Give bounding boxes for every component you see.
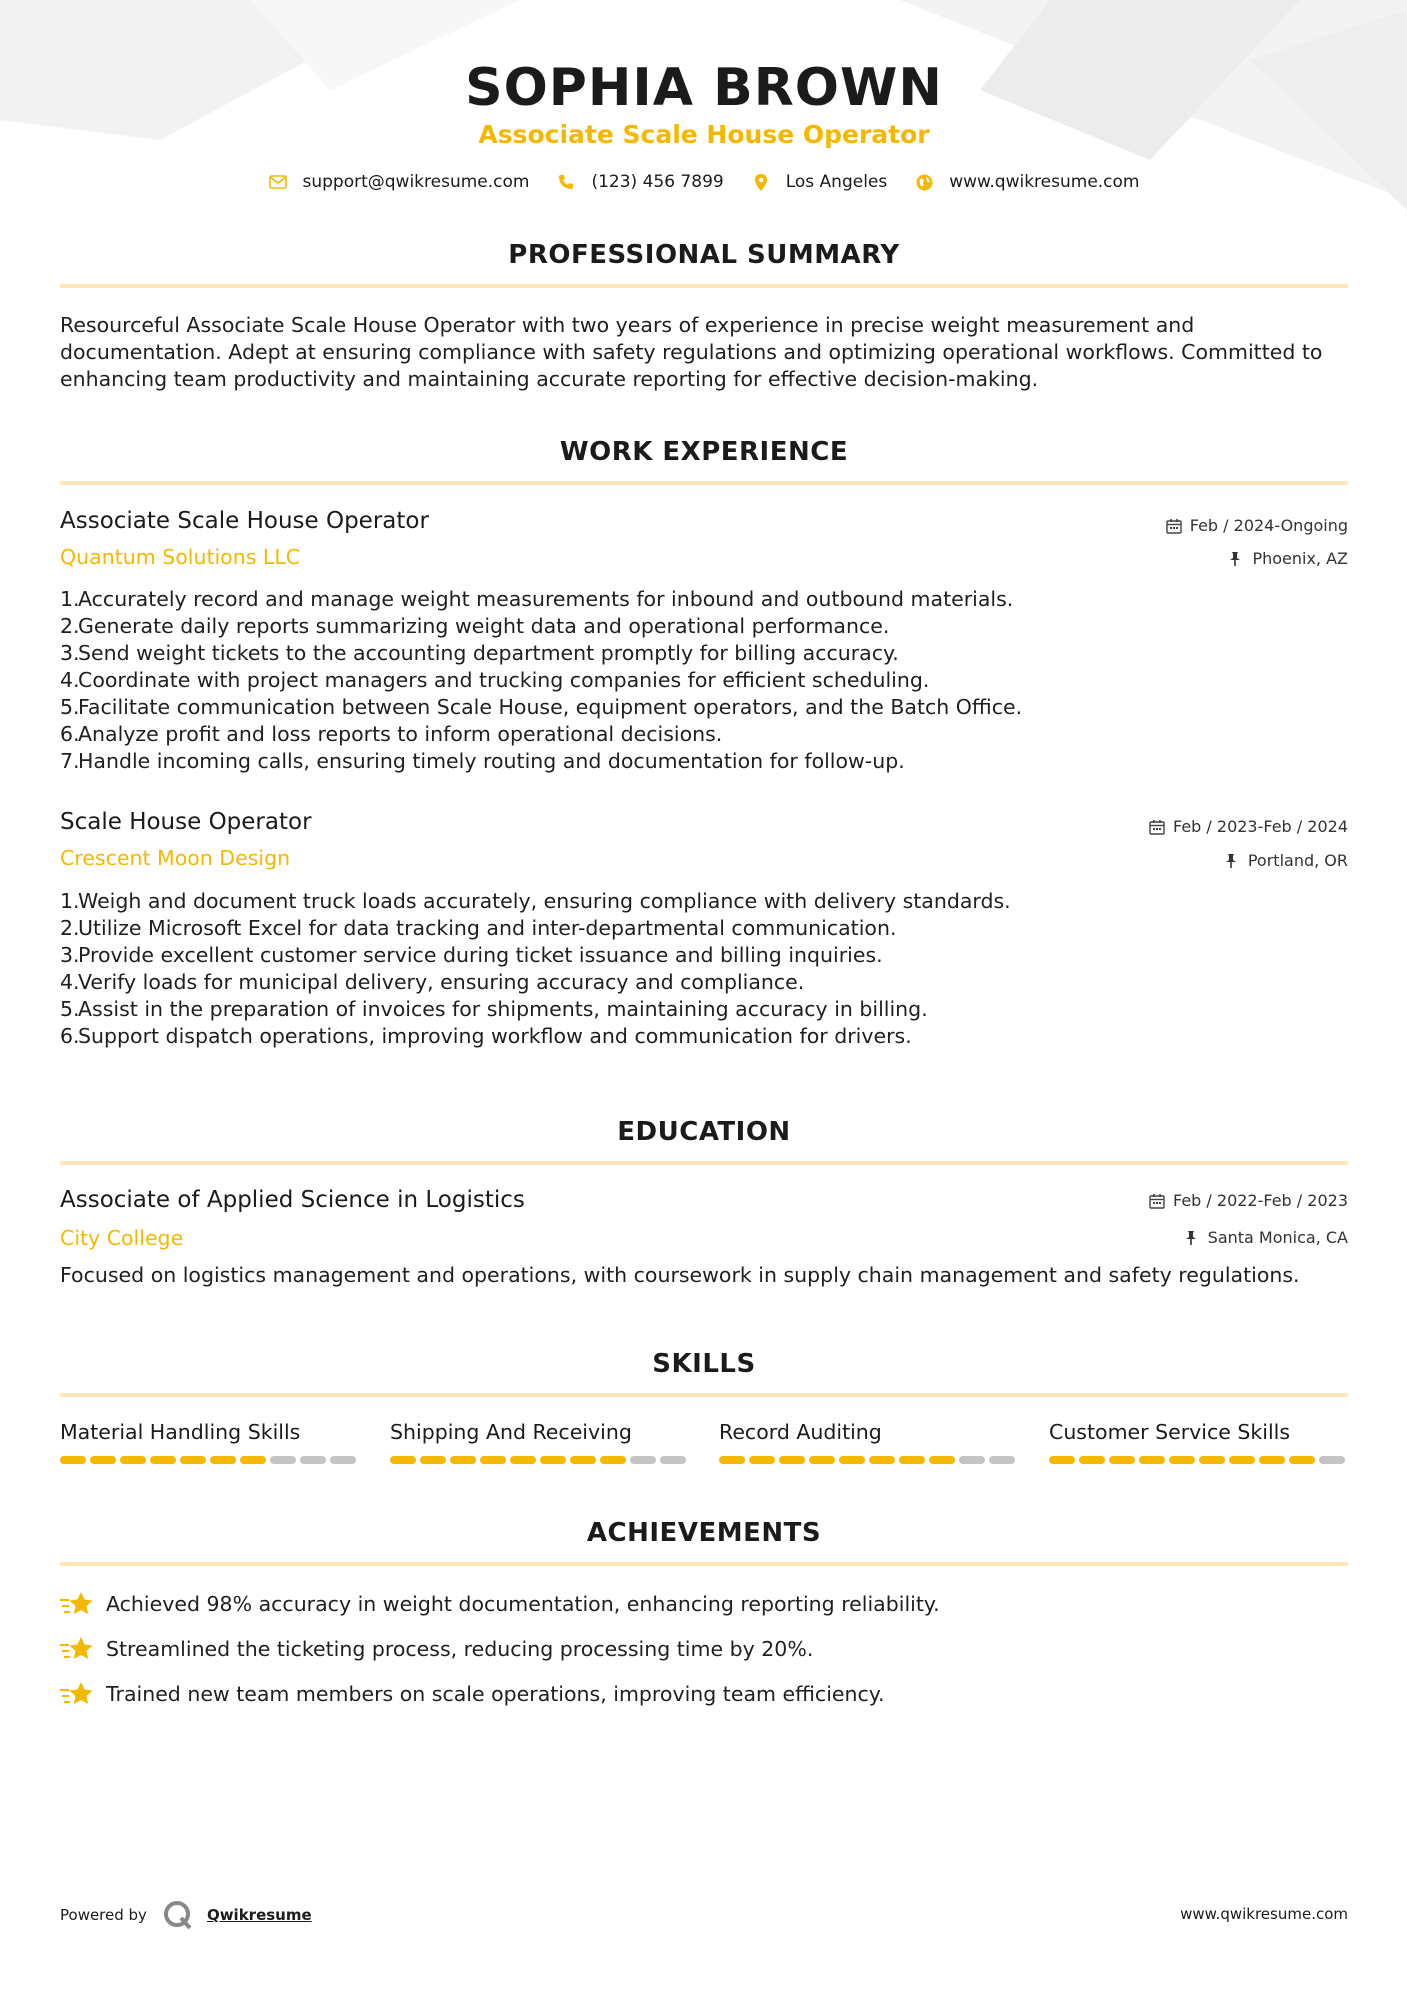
pushpin-icon [1184,1230,1200,1246]
list-item: 2. Generate daily reports summarizing weight data and operational performance. [60,614,890,638]
job-dates-text: Feb / 2023-Feb / 2024 [1173,817,1348,836]
calendar-icon [1149,1193,1165,1209]
skill-name: Customer Service Skills [1049,1420,1291,1444]
skill-level-segment [150,1456,176,1464]
skill-level-bar [60,1456,360,1464]
skill-level-segment [1289,1456,1315,1464]
list-item: 4. Verify loads for municipal delivery, ensuring accuracy and compliance. [60,970,805,994]
skill-item [719,1420,1019,1464]
list-item: 2. Utilize Microsoft Excel for data tracking and inter-departmental communication. [60,916,897,940]
star-icon [60,1590,94,1618]
calendar-icon [1149,819,1165,835]
skill-level-segment [60,1456,86,1464]
skill-level-segment [929,1456,955,1464]
contact-location [752,172,888,192]
skill-level-segment [869,1456,895,1464]
skill-level-bar [1049,1456,1349,1464]
skill-level-segment [510,1456,536,1464]
skill-name: Shipping And Receiving [390,1420,632,1444]
job-location-text: Portland, OR [1247,851,1348,870]
powered-by-label: Powered by [60,1906,147,1924]
skill-level-segment [1169,1456,1195,1464]
skill-level-segment [1319,1456,1345,1464]
skill-level-segment [420,1456,446,1464]
job-location-text: Phoenix, AZ [1252,549,1348,568]
email-text: support@qwikresume.com [302,172,530,192]
map-pin-icon [752,173,770,191]
qwikresume-logo-icon [163,1900,193,1930]
job-responsibilities [60,888,1348,1050]
list-item: 1. Weigh and document truck loads accurately, ensuring compliance with delivery standards. [60,889,1011,913]
skill-item [60,1420,360,1464]
summary-heading: PROFESSIONAL SUMMARY [508,240,900,270]
achievement-text: Streamlined the ticketing process, reducing processing time by 20%. [106,1637,814,1661]
job-title: Associate Scale House Operator [60,508,429,534]
envelope-icon [269,173,287,191]
skill-item [1049,1420,1349,1464]
website-text: www.qwikresume.com [949,172,1140,192]
skill-level-segment [1229,1456,1255,1464]
skill-level-segment [719,1456,745,1464]
contact-website[interactable] [915,172,1139,192]
phone-text: (123) 456 7899 [591,172,724,192]
achievements-divider [60,1562,1348,1566]
achievement-item [60,1590,940,1618]
summary-divider [60,284,1348,288]
list-item: 6. Analyze profit and loss reports to inform operational decisions. [60,722,723,746]
skill-level-segment [1259,1456,1285,1464]
skill-level-segment [779,1456,805,1464]
experience-heading: WORK EXPERIENCE [559,437,849,467]
star-icon [60,1680,94,1708]
education-description: Focused on logistics management and operations, with coursework in supply chain management and safety regulations. [60,1263,1300,1287]
school-name: City College [60,1226,184,1250]
skill-level-segment [450,1456,476,1464]
list-item: 5. Assist in the preparation of invoices for shipments, maintaining accuracy in billing. [60,997,928,1021]
contact-email[interactable] [269,172,530,192]
achievement-text: Achieved 98% accuracy in weight documentation, enhancing reporting reliability. [106,1592,940,1616]
achievement-item [60,1680,885,1708]
skill-level-segment [390,1456,416,1464]
skill-level-segment [180,1456,206,1464]
education-dates [1149,1191,1348,1210]
job-location [1228,549,1348,568]
star-icon [60,1635,94,1663]
skill-level-segment [480,1456,506,1464]
education-dates-text: Feb / 2022-Feb / 2023 [1173,1191,1348,1210]
skill-level-segment [630,1456,656,1464]
list-item: 3. Send weight tickets to the accounting department promptly for billing accuracy. [60,641,899,665]
skill-level-segment [809,1456,835,1464]
company-name: Quantum Solutions LLC [60,545,301,569]
summary-text: Resourceful Associate Scale House Operator with two years of experience in precise weight measurement and documentation. Adept at ensuring compliance with safety regulations and optimizing operational workflows. Committed to enhancing team productivity and maintaining accurate reporting for effective decision-making. [60,313,1323,391]
education-location-text: Santa Monica, CA [1207,1228,1348,1247]
skill-level-segment [660,1456,686,1464]
candidate-role: Associate Scale House Operator [478,120,930,149]
skill-name: Record Auditing [719,1420,882,1444]
degree-title: Associate of Applied Science in Logistics [60,1187,525,1213]
skill-level-segment [1199,1456,1225,1464]
candidate-name: SOPHIA BROWN [465,58,943,118]
skills-divider [60,1393,1348,1397]
skill-name: Material Handling Skills [60,1420,301,1444]
skill-level-segment [1079,1456,1105,1464]
skill-level-segment [270,1456,296,1464]
list-item: 7. Handle incoming calls, ensuring timely routing and documentation for follow-up. [60,749,905,773]
skill-level-segment [570,1456,596,1464]
job-dates [1166,516,1348,535]
skills-heading: SKILLS [652,1349,756,1379]
list-item: 4. Coordinate with project managers and trucking companies for efficient scheduling. [60,668,930,692]
skill-level-segment [989,1456,1015,1464]
list-item: 1. Accurately record and manage weight measurements for inbound and outbound materials. [60,587,1014,611]
contact-bar [60,172,1348,192]
job-location [1224,851,1348,870]
skill-level-segment [959,1456,985,1464]
skill-level-segment [1109,1456,1135,1464]
contact-phone[interactable] [557,172,723,192]
pushpin-icon [1228,551,1244,567]
skill-level-segment [1139,1456,1165,1464]
skill-level-segment [330,1456,356,1464]
education-location [1184,1228,1348,1247]
footer-website[interactable]: www.qwikresume.com [1180,1905,1348,1923]
skill-level-segment [749,1456,775,1464]
location-text: Los Angeles [785,172,888,192]
job-dates [1149,817,1348,836]
skill-level-segment [839,1456,865,1464]
education-heading: EDUCATION [617,1117,791,1147]
achievements-heading: ACHIEVEMENTS [586,1518,822,1548]
education-divider [60,1161,1348,1165]
skill-level-bar [719,1456,1019,1464]
pushpin-icon [1224,853,1240,869]
experience-divider [60,481,1348,485]
achievement-text: Trained new team members on scale operations, improving team efficiency. [106,1682,885,1706]
skill-level-segment [300,1456,326,1464]
list-item: 3. Provide excellent customer service during ticket issuance and billing inquiries. [60,943,883,967]
list-item: 5. Facilitate communication between Scale House, equipment operators, and the Batch Office. [60,695,1023,719]
globe-icon [915,173,933,191]
job-responsibilities [60,586,1348,775]
achievement-item [60,1635,813,1663]
skill-level-segment [600,1456,626,1464]
skill-level-segment [90,1456,116,1464]
list-item: 6. Support dispatch operations, improving workflow and communication for drivers. [60,1024,912,1048]
skill-level-bar [390,1456,690,1464]
skill-level-segment [1049,1456,1075,1464]
skill-item [390,1420,690,1464]
skill-level-segment [899,1456,925,1464]
skill-level-segment [540,1456,566,1464]
job-dates-text: Feb / 2024-Ongoing [1189,516,1348,535]
skill-level-segment [120,1456,146,1464]
qwikresume-link[interactable]: Qwikresume [206,1906,312,1924]
company-name: Crescent Moon Design [60,846,291,870]
phone-icon [557,173,575,191]
skill-level-segment [210,1456,236,1464]
skill-level-segment [240,1456,266,1464]
job-title: Scale House Operator [60,809,312,835]
calendar-icon [1166,518,1182,534]
footer-powered-by [60,1900,312,1930]
